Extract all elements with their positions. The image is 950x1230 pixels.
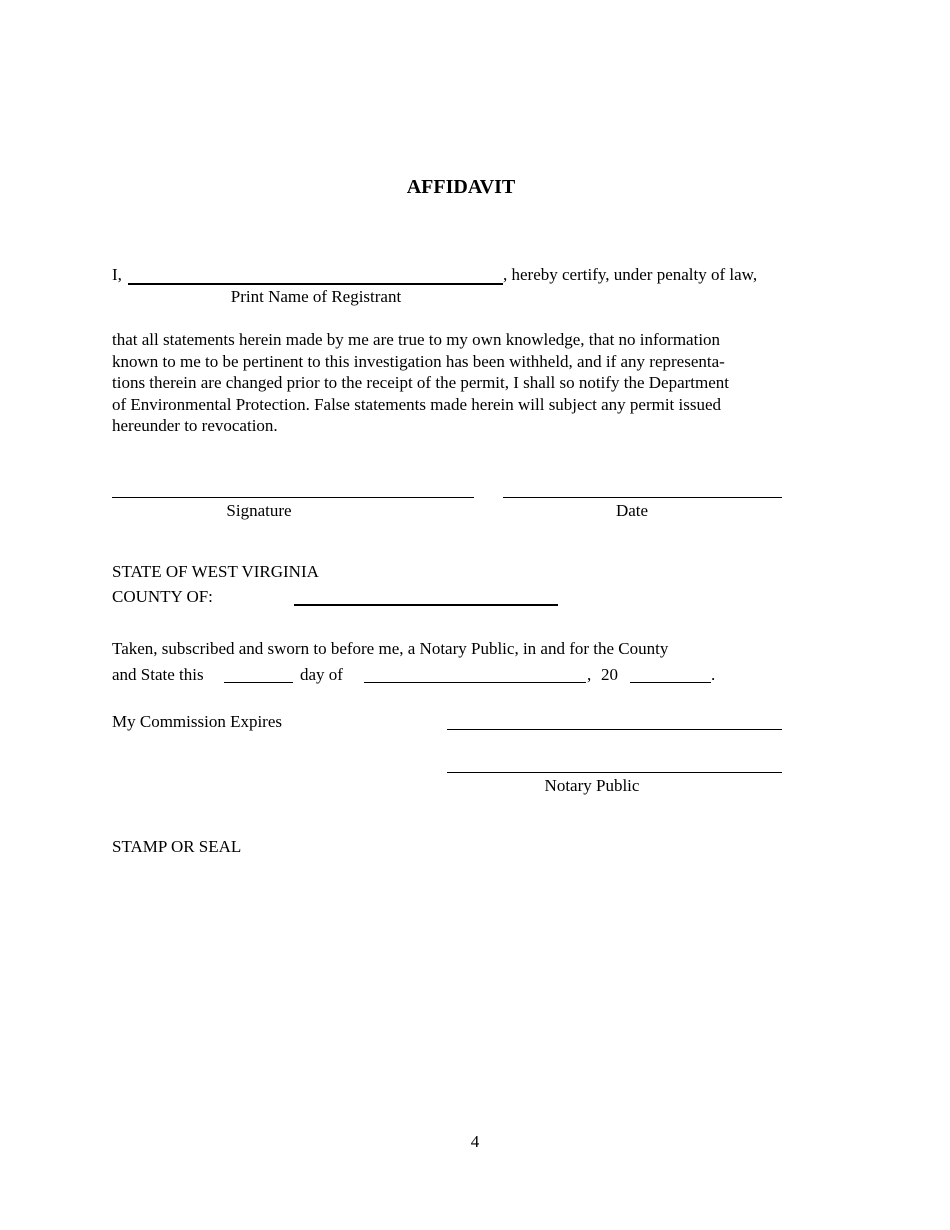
county-label: COUNTY OF: xyxy=(112,587,213,606)
notary-signature-field[interactable] xyxy=(447,772,782,773)
certify-text: , hereby certify, under penalty of law, xyxy=(503,265,758,284)
statement-line: hereunder to revocation. xyxy=(112,416,278,435)
month-field[interactable] xyxy=(364,682,586,683)
year-prefix: 20 xyxy=(601,665,618,684)
day-field[interactable] xyxy=(224,682,293,683)
statement-line: known to me to be pertinent to this investigation has been withheld, and if any representa- xyxy=(112,351,725,371)
notary-public-label: Notary Public xyxy=(544,776,640,795)
page-title: AFFIDAVIT xyxy=(406,176,516,198)
signature-label: Signature xyxy=(226,501,292,520)
state-this-text: and State this xyxy=(112,665,204,684)
date-field[interactable] xyxy=(503,497,782,498)
statement-line: tions therein are changed prior to the receipt of the permit, I shall so notify the Department xyxy=(112,373,729,392)
statement-line: that all statements herein made by me are true to my own knowledge, that no information xyxy=(112,330,721,349)
statement-paragraph xyxy=(112,329,792,437)
year-field[interactable] xyxy=(630,682,711,683)
stamp-or-seal-label: STAMP OR SEAL xyxy=(112,837,242,856)
registrant-name-field[interactable] xyxy=(128,283,503,285)
statement-line: of Environmental Protection. False statements made herein will subject any permit issued xyxy=(112,394,722,414)
registrant-name-label: Print Name of Registrant xyxy=(230,287,402,306)
signature-field[interactable] xyxy=(112,497,474,498)
state-heading: STATE OF WEST VIRGINIA xyxy=(112,562,319,581)
commission-expires-label: My Commission Expires xyxy=(112,712,283,731)
date-label: Date xyxy=(615,501,649,520)
page-number: 4 xyxy=(470,1132,480,1151)
comma-text: , xyxy=(587,665,592,684)
registrant-prefix: I, xyxy=(112,265,122,284)
commission-expires-field[interactable] xyxy=(447,729,782,730)
county-field[interactable] xyxy=(294,604,558,606)
period-text: . xyxy=(711,665,716,684)
sworn-statement: Taken, subscribed and sworn to before me, a Notary Public, in and for the County xyxy=(112,639,669,658)
day-of-text: day of xyxy=(300,665,343,684)
